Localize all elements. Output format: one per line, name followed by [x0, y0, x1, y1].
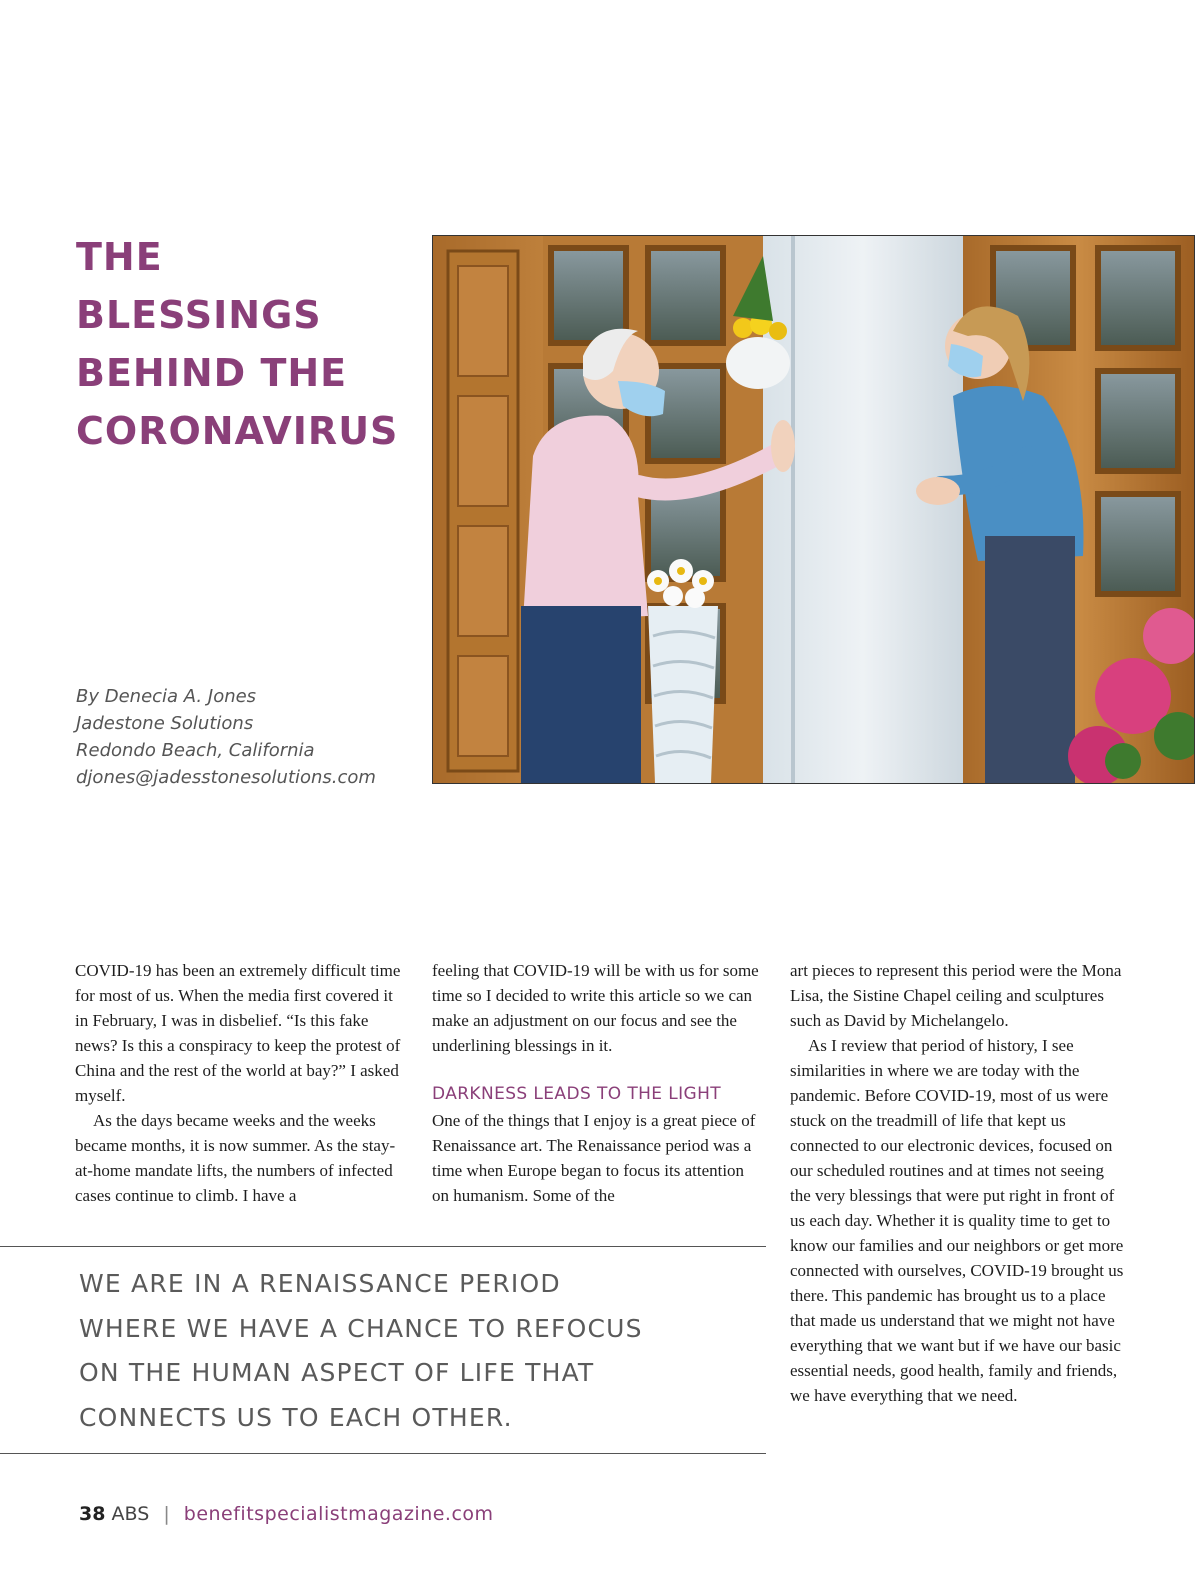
author-name: By Denecia A. Jones	[76, 686, 257, 707]
title-line: BLESSINGS	[76, 293, 322, 337]
section-subheading: DARKNESS LEADS TO THE LIGHT	[432, 1084, 722, 1104]
paragraph: COVID-19 has been an extremely difficult time for most of us. When the media first covered it in February, I was in disbelief. “Is this fake news? Is this a conspiracy to keep the protest of China and the rest of the world at bay?” I asked myself.	[75, 961, 401, 1105]
paragraph: One of the things that I enjoy is a great piece of Renaissance art. The Renaissance period was a time when Europe began to focus its attention on humanism. Some of the	[432, 1111, 756, 1205]
article-photo	[432, 235, 1195, 784]
pull-quote	[79, 1262, 759, 1440]
page-footer	[79, 1503, 494, 1525]
author-company: Jadestone Solutions	[76, 713, 254, 734]
paragraph: As I review that period of history, I see similarities in where we are today with the pandemic. Before COVID-19, most of us were stuck on the treadmill of life that kept us connected to our electronic devices, focused on our scheduled routines and at times not seeing the very blessings that were put right in front of us each day. Whether it is quality time to get to know our families and our neighbors or get more connected with ourselves, COVID-19 brought us there. This pandemic has brought us to a place that made us understand that we might not have everything that we want but if we have our basic essential needs, good health, family and friends, we have everything that we need.	[790, 1036, 1124, 1405]
pullquote-bottom-rule	[0, 1453, 766, 1454]
title-line: THE	[76, 235, 163, 279]
magazine-name: ABS	[111, 1503, 150, 1525]
pullquote-line: WE ARE IN A RENAISSANCE PERIOD	[79, 1269, 561, 1298]
photo-two-women-masks-doorway-icon	[433, 236, 1194, 783]
author-location: Redondo Beach, California	[76, 740, 315, 761]
paragraph: art pieces to represent this period were the Mona Lisa, the Sistine Chapel ceiling and sculptures such as David by Michelangelo.	[790, 961, 1122, 1030]
title-line: BEHIND THE	[76, 351, 348, 395]
body-column-2	[432, 958, 762, 1208]
page-number: 38	[79, 1503, 106, 1525]
footer-separator: |	[163, 1503, 170, 1525]
paragraph: feeling that COVID-19 will be with us for some time so I decided to write this article so we can make an adjustment on our focus and see the underlining blessings in it.	[432, 961, 759, 1055]
pullquote-line: WHERE WE HAVE A CHANCE TO REFOCUS	[79, 1313, 643, 1343]
byline	[76, 683, 376, 791]
body-column-3	[790, 958, 1125, 1408]
pullquote-line: ON THE HUMAN ASPECT OF LIFE THAT	[79, 1358, 595, 1387]
paragraph: As the days became weeks and the weeks became months, it is now summer. As the stay-at-home mandate lifts, the numbers of infected cases continue to climb. I have a	[75, 1111, 396, 1205]
title-line: CORONAVIRUS	[76, 409, 399, 453]
article-title	[76, 228, 426, 460]
body-column-1	[75, 958, 405, 1208]
author-email: djones@jadesstonesolutions.com	[76, 767, 376, 788]
website-link[interactable]: benefitspecialistmagazine.com	[183, 1503, 494, 1525]
pullquote-top-rule	[0, 1246, 766, 1247]
pullquote-line: CONNECTS US TO EACH OTHER.	[79, 1402, 513, 1432]
